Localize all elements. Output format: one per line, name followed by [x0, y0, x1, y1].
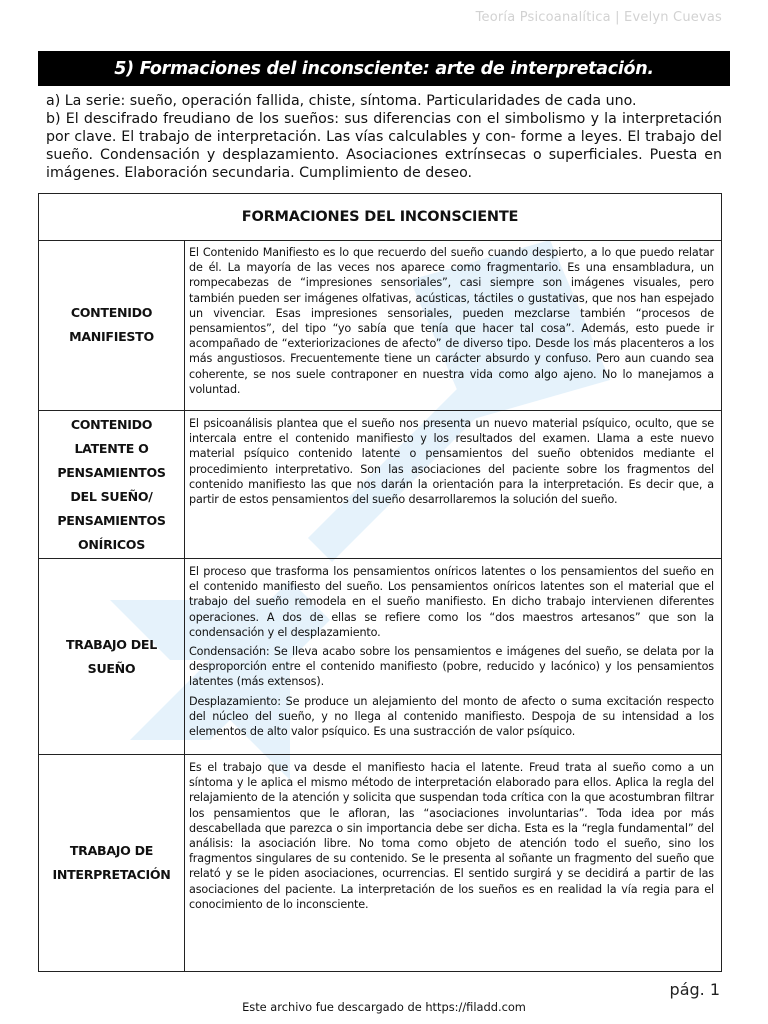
row-content: [189, 564, 714, 743]
intro-line-b: b) El descifrado freudiano de los sueños: sus diferencias con el simbolismo y la interpretación por clave. El trabajo de interpretación. Las vías calculables y con- forme a leyes. El trabajo del sueño. Condensación y desplazamiento. Asociaciones extrínsecas o superficiales. Puesta en imágenes. Elaboración secundaria. Cumplimiento de deseo.: [46, 111, 722, 181]
download-note: Este archivo fue descargado de https://filadd.com: [242, 1000, 526, 1014]
section-title: 5) Formaciones del inconsciente: arte de interpretación.: [114, 58, 654, 79]
row-paragraph: El psicoanálisis plantea que el sueño nos presenta un nuevo material psíquico, oculto, que se intercala entre el contenido manifiesto y los resultados del examen. Llama a este nuevo material psíquico contenido latente o pensamientos del sueño obtenidos mediante el procedimiento interpretativo. Son las asociaciones del paciente sobre los fragmentos del contenido manifiesto las que nos darán la orientación para la interpretación. Es decir que, a partir de estos pensamientos del sueño desarrollaremos la solución del sueño.: [189, 417, 714, 507]
table-title: FORMACIONES DEL INCONSCIENTE: [39, 194, 721, 241]
row-label: TRABAJO DE INTERPRETACIÓN: [39, 755, 185, 971]
intro-line-a: a) La serie: sueño, operación fallida, chiste, síntoma. Particularidades de cada uno.: [46, 93, 637, 109]
intro-block: [46, 92, 722, 182]
table-row: [39, 240, 721, 411]
running-header: Teoría Psicoanalítica | Evelyn Cuevas: [475, 10, 722, 25]
row-paragraph: Es el trabajo que va desde el manifiesto hacia el latente. Freud trata al sueño como a un síntoma y le aplica el mismo método de interpretación elaborado para ellos. Aplica la regla del relajamiento de la atención y solicita que suspendan toda crítica con la que acostumbran filtrar los pensamientos que le afloran, las “asociaciones involuntarias”. Toda idea por más descabellada que parezca o sin importancia debe ser dicha. Esta es la “regla fundamental” del análisis: la asociación libre. No toma como objeto de atención todo el sueño, sino los fragmentos singulares de su contenido. Se le presenta al soñante un fragmento del sueño que relató y se le piden asociaciones, ocurrencias. El sentido surgirá y se decidirá a partir de las asociaciones del paciente. La interpretación de los sueños es en realidad la vía regia para el conocimiento de lo inconsciente.: [189, 761, 714, 911]
page-number: pág. 1: [669, 980, 720, 999]
formaciones-table: [38, 193, 722, 972]
table-row: [39, 755, 721, 971]
row-paragraph: El Contenido Manifiesto es lo que recuerdo del sueño cuando despierto, a lo que puedo relatar de él. La mayoría de las veces nos aparece como fragmentario. Es una ensambladura, un rompecabezas de “impresiones sensoriales”, casi siempre son imágenes visuales, pero también pueden ser imágenes olfativas, acústicas, táctiles o gustativas, que nos han espejado un vivenciar. Esas impresiones sensoriales, pueden mezclarse también “procesos de pensamientos”, del tipo “yo sabía que tenía que hacer tal cosa”. Además, esto puede ir acompañado de “exteriorizaciones de afecto” de diverso tipo. Desde los más placenteros a los más angustiosos. Frecuentemente tiene un carácter absurdo y confuso. Pero aun cuando sea coherente, se nos suele contraponer en nuestra vida como algo ajeno. No lo manejamos a voluntad.: [189, 246, 714, 396]
row-label: CONTENIDO MANIFIESTO: [39, 240, 185, 410]
section-title-bar: [38, 51, 730, 86]
table-row: [39, 559, 721, 755]
row-content: [189, 245, 714, 401]
row-paragraph: Desplazamiento: Se produce un alejamiento del monto de afecto o suma excitación respecto del núcleo del sueño, y no llega al contenido manifiesto. Despoja de su intensidad a los elementos de alto valor psíquico. Es una sustracción de valor psíquico.: [189, 694, 714, 739]
row-paragraph: El proceso que trasforma los pensamientos oníricos latentes o los pensamientos del sueño en el contenido manifiesto del sueño. Los pensamientos oníricos latentes son el material que el trabajo del sueño remodela en el sueño manifiesto. En dicho trabajo intervienen diferentes operaciones. A dos de ellas se refiere como los “dos maestros artesanos” que son la condensación y el desplazamiento.: [189, 565, 714, 639]
row-content: [189, 416, 714, 511]
row-label: CONTENIDO LATENTE O PENSAMIENTOS DEL SUEÑO/ PENSAMIENTOS ONÍRICOS: [39, 411, 185, 558]
row-content: [189, 760, 714, 916]
table-row: [39, 411, 721, 559]
row-paragraph: Condensación: Se lleva acabo sobre los pensamientos e imágenes del sueño, se delata por la desproporción entre el contenido manifiesto (pobre, reducido y lacónico) y los pensamientos latentes (más extensos).: [189, 645, 714, 689]
row-label: TRABAJO DEL SUEÑO: [39, 559, 185, 754]
